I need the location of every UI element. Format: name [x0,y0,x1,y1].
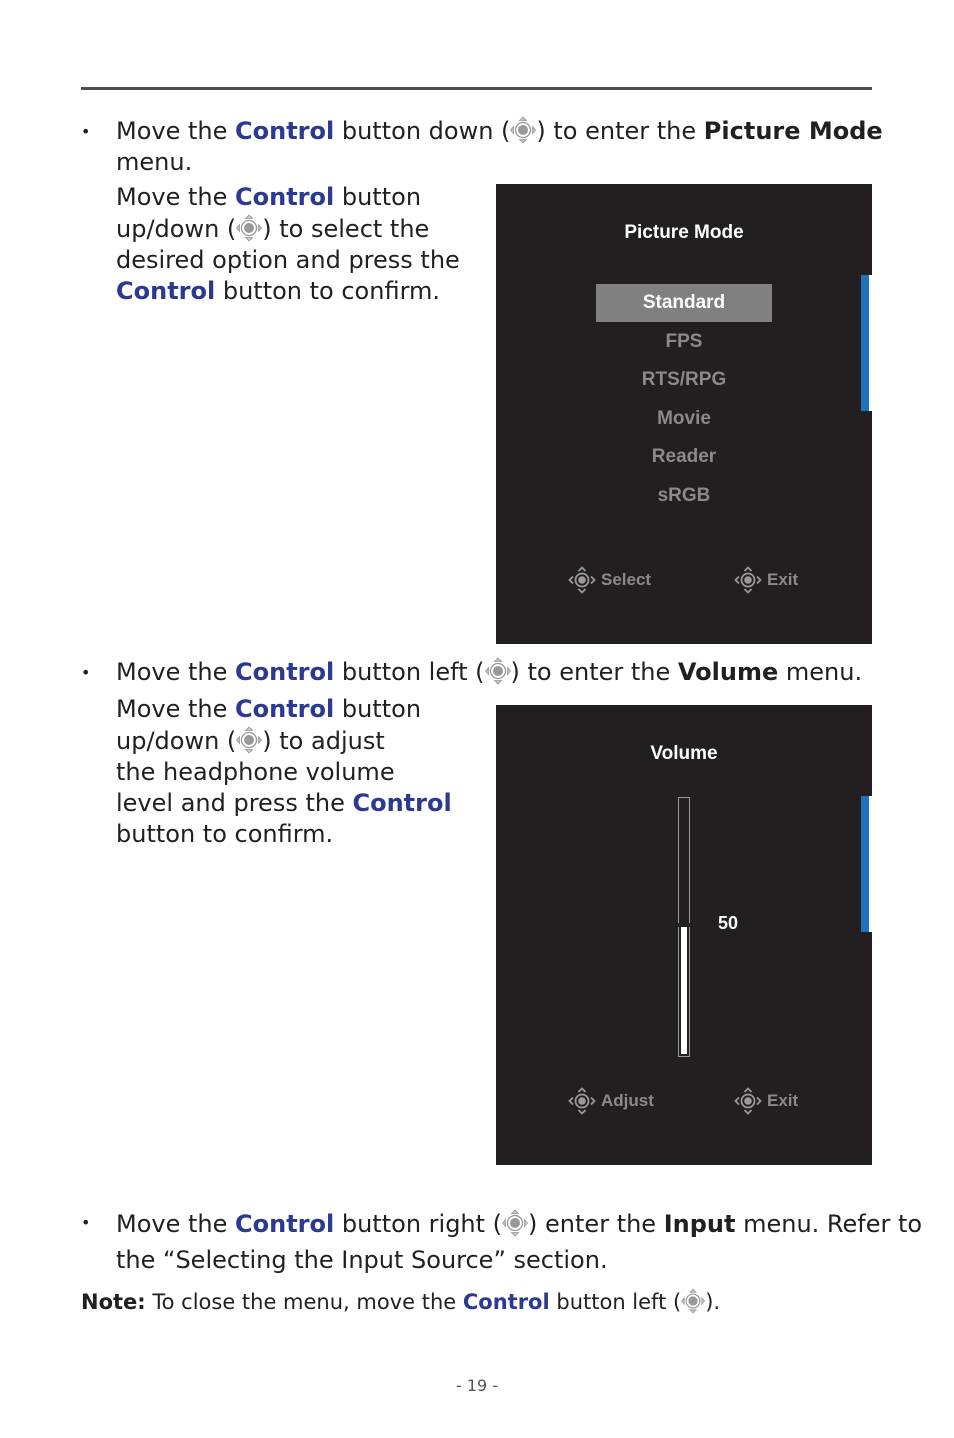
volume-value: 50 [718,913,739,933]
osd-footer-select: Select [568,566,651,594]
picture-mode-option[interactable]: FPS [665,330,703,352]
instruction-input: Move the Control button right ( ) enter the Input menu. Refer to the “Selecting the Input Source” section. [116,1210,923,1274]
volume-slider-track[interactable] [678,797,690,1057]
osd-title: Volume [650,743,718,764]
instruction-adjust-volume: Move the Control button up/down ( ) to adjust the headphone volume level and press the Control button to confirm. [116,695,452,848]
control-button-left-icon [681,1287,705,1315]
picture-mode-option[interactable]: Standard [596,284,772,322]
picture-mode-option[interactable]: Movie [657,407,711,429]
osd-footer-exit: Exit [734,1087,798,1115]
page-number: - 19 - [455,1376,499,1395]
control-keyword: Control [235,1210,335,1238]
control-keyword: Control [352,789,452,817]
control-button-updown-icon [236,213,262,243]
control-button-left-icon [485,656,511,686]
joystick-icon [568,566,596,594]
bullet: • [81,122,91,141]
volume-slider-fill [681,926,687,1054]
picture-mode-osd [496,184,872,644]
picture-mode-option[interactable]: sRGB [657,485,711,506]
control-button-down-icon [510,115,536,145]
control-keyword: Control [235,117,335,145]
picture-mode-option[interactable]: RTS/RPG [641,369,727,391]
control-button-right-icon [502,1208,528,1238]
osd-title: Picture Mode [624,222,744,243]
control-keyword: Control [235,695,335,723]
osd-scroll-indicator [861,796,872,932]
instruction-volume: Move the Control button left ( ) to enter the Volume menu. [116,658,863,686]
bullet: • [81,1213,91,1232]
osd-footer-adjust: Adjust [568,1087,654,1115]
volume-osd [496,705,872,1165]
control-keyword: Control [235,183,335,211]
control-keyword: Control [462,1290,550,1314]
volume-keyword: Volume [677,658,779,686]
volume-slider-handle[interactable] [678,923,690,927]
joystick-icon [734,566,762,594]
control-keyword: Control [235,658,335,686]
picture-mode-keyword: Picture Mode [703,117,883,145]
note: Note: To close the menu, move the Control button left ( ). [81,1287,720,1315]
picture-mode-option[interactable]: Reader [651,446,717,468]
note-label: Note: [81,1290,146,1314]
osd-scroll-indicator [861,275,872,411]
joystick-icon [568,1087,596,1115]
header-rule [81,87,872,90]
control-keyword: Control [116,277,216,305]
control-button-updown-icon [236,725,262,755]
instruction-select-option: Move the Control button up/down ( ) to select the desired option and press the Control button to confirm. [116,183,460,305]
bullet: • [81,663,91,682]
joystick-icon [734,1087,762,1115]
input-keyword: Input [663,1210,736,1238]
osd-footer-exit: Exit [734,566,798,594]
instruction-picture-mode: Move the Control button down ( ) to enter the Picture Mode menu. [116,117,883,176]
